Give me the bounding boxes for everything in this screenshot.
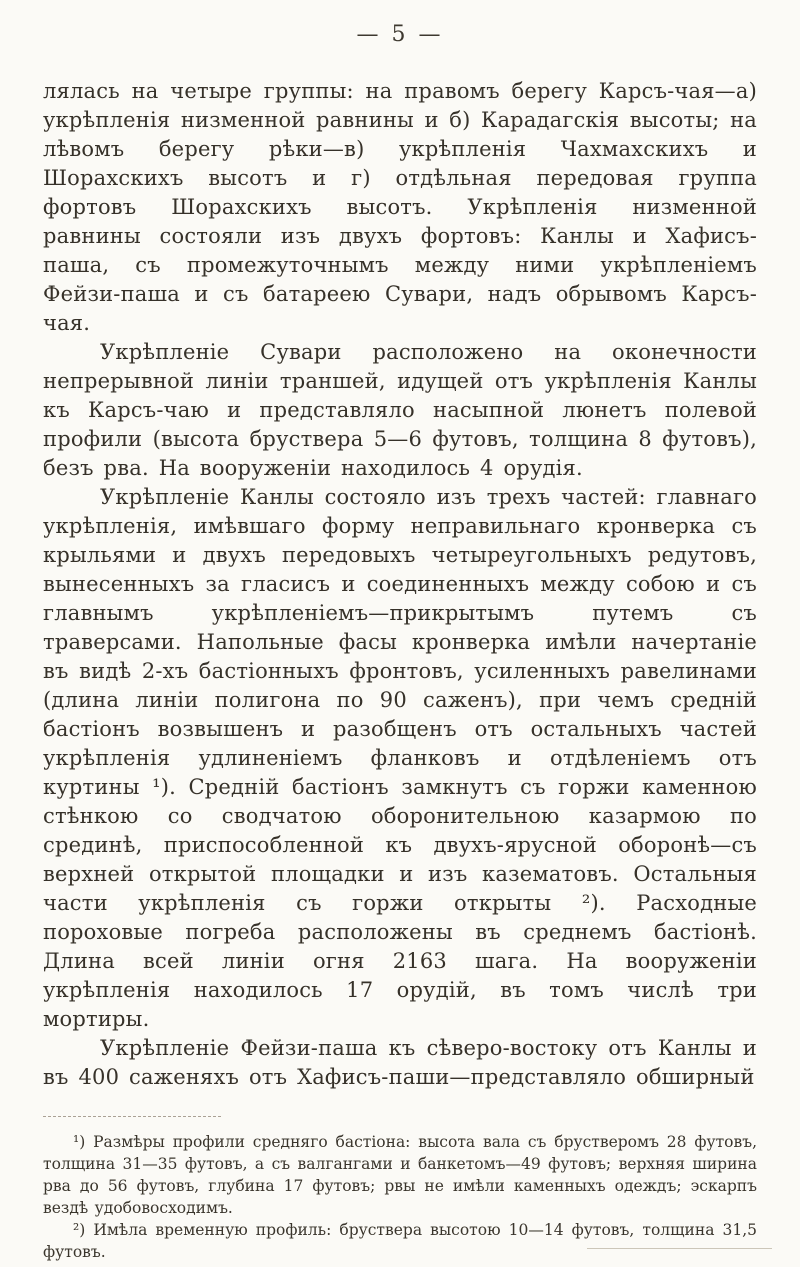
footnote-separator xyxy=(43,1116,221,1117)
page-body-text xyxy=(43,77,757,1092)
scan-artifact-line xyxy=(587,1248,772,1249)
paragraph: Укрѣпленіе Сувари расположено на оконечности непрерывной линіи траншей, идущей отъ укрѣпленія Канлы къ Карсъ-чаю и представляло насыпной люнетъ полевой профили (высота бруствера 5—6 футовъ, толщина 8 футовъ), безъ рва. На вооруженіи находилось 4 орудія. xyxy=(43,340,757,480)
footnote-1: ¹) Размѣры профили средняго бастіона: высота вала съ брустверомъ 28 футовъ, толщина 31—35 футовъ, а съ валгангами и банкетомъ—49 футовъ; верхняя ширина рва до 56 футовъ, глубина 17 футовъ; рвы не имѣли каменныхъ одеждъ; эскарпъ вездѣ удобовосходимъ. xyxy=(43,1133,757,1217)
paragraph-continuation: лялась на четыре группы: на правомъ берегу Карсъ-чая—а) укрѣпленія низменной равнины и б) Карадагскія высоты; на лѣвомъ берегу рѣки—в) укрѣпленія Чахмахскихъ и Шорахскихъ высотъ и г) отдѣльная передовая группа фортовъ Шорахскихъ высотъ. Укрѣпленія низменной равнины состояли изъ двухъ фортовъ: Канлы и Хафисъ-паша, съ промежуточнымъ между ними укрѣпленіемъ Фейзи-паша и съ батареею Сувари, надъ обрывомъ Карсъ-чая. xyxy=(43,79,757,335)
footnotes-block xyxy=(43,1131,757,1263)
page-number: — 5 — xyxy=(356,22,444,47)
paragraph: Укрѣпленіе Фейзи-паша къ сѣверо-востоку отъ Канлы и въ 400 саженяхъ отъ Хафисъ-паши—представляло обширный xyxy=(43,1036,757,1089)
paragraph: Укрѣпленіе Канлы состояло изъ трехъ частей: главнаго укрѣпленія, имѣвшаго форму неправильнаго кронверка съ крыльями и двухъ передовыхъ четыреугольныхъ редутовъ, вынесенныхъ за гласисъ и соединенныхъ между собою и съ главнымъ укрѣпленіемъ—прикрытымъ путемъ съ траверсами. Напольные фасы кронверка имѣли начертаніе въ видѣ 2-хъ бастіонныхъ фронтовъ, усиленныхъ равелинами (длина линіи полигона по 90 саженъ), при чемъ средній бастіонъ возвышенъ и разобщенъ отъ остальныхъ частей укрѣпленія удлиненіемъ фланковъ и отдѣленіемъ отъ куртины ¹). Средній бастіонъ замкнутъ съ горжи каменною стѣнкою со сводчатою оборонительною казармою по срединѣ, приспособленной къ двухъ-ярусной оборонѣ—съ верхней открытой площадки и изъ казематовъ. Остальныя части укрѣпленія съ горжи открыты ²). Расходные пороховые погреба расположены въ среднемъ бастіонѣ. Длина всей линіи огня 2163 шага. На вооруженіи укрѣпленія находилось 17 орудій, въ томъ числѣ три мортиры. xyxy=(43,485,757,1031)
footnote-2: ²) Имѣла временную профиль: бруствера высотою 10—14 футовъ, толщина 31,5 футовъ. xyxy=(43,1221,757,1261)
